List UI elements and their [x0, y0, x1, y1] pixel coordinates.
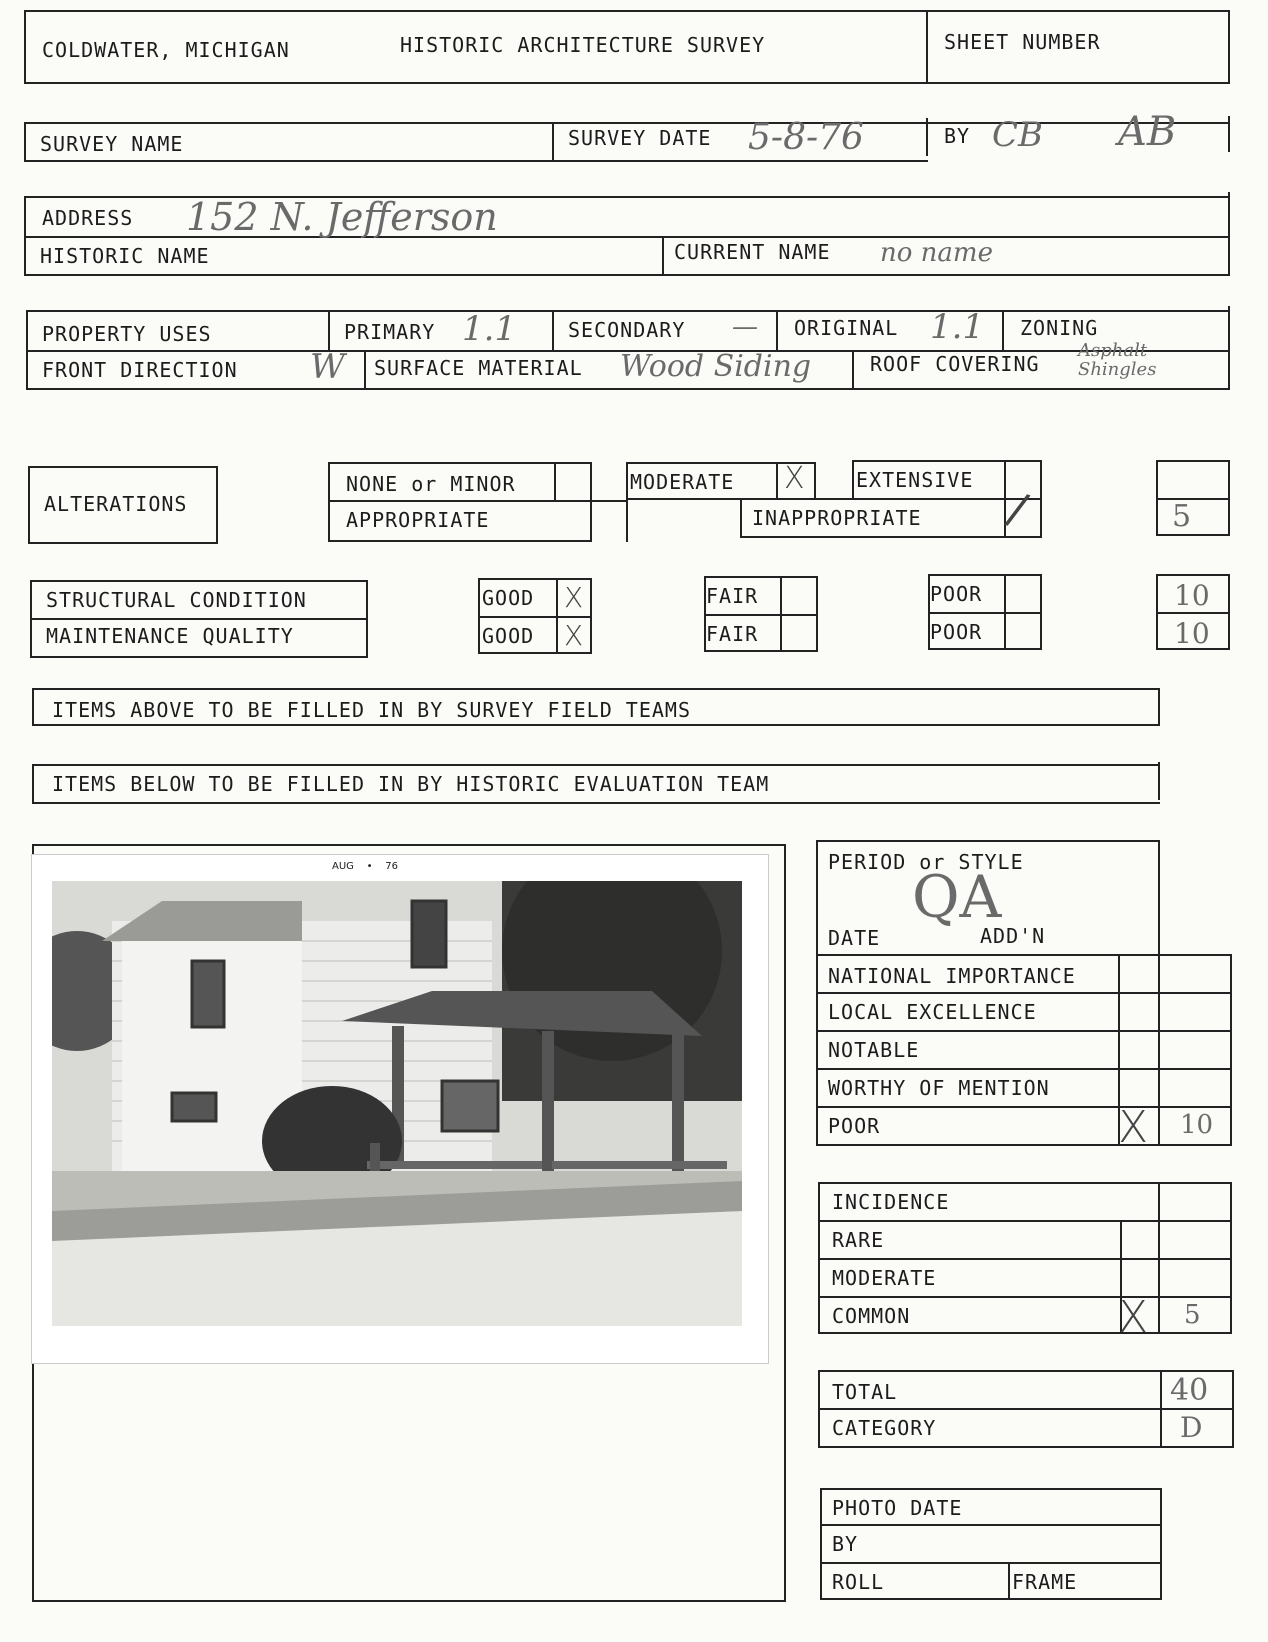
current-name-value[interactable]: no name: [880, 238, 993, 268]
banner-above-text: ITEMS ABOVE TO BE FILLED IN BY SURVEY FIELD TEAMS: [52, 698, 692, 722]
address-bottom: [24, 274, 1230, 276]
condition-label-mid: [30, 618, 368, 620]
total-label: TOTAL: [832, 1380, 898, 1404]
importance-div2: [1158, 954, 1160, 1146]
frame-label: FRAME: [1012, 1570, 1078, 1594]
primary-label: PRIMARY: [344, 320, 436, 344]
property-uses-label: PROPERTY USES: [42, 322, 212, 346]
category-label: CATEGORY: [832, 1416, 937, 1440]
banner-below-bottom: [32, 802, 1160, 804]
total-value[interactable]: 40: [1170, 1373, 1209, 1408]
good-label-maintenance: GOOD: [482, 624, 535, 648]
alterations-score[interactable]: 5: [1172, 499, 1192, 534]
house-image: [52, 881, 742, 1326]
house-photo: [32, 855, 768, 1363]
local-excellence-label: LOCAL EXCELLENCE: [828, 1000, 1037, 1024]
survey-title: HISTORIC ARCHITECTURE SURVEY: [400, 33, 766, 57]
survey-row-div2: [926, 118, 928, 156]
property-div1: [328, 310, 330, 350]
photo-caption: AUG • 76: [332, 861, 398, 872]
incidence-label: INCIDENCE: [832, 1190, 950, 1214]
secondary-value[interactable]: —: [732, 312, 758, 342]
none-minor-mid: [328, 500, 628, 502]
property-div5: [364, 350, 366, 390]
poor-div: [1004, 574, 1006, 650]
period-value[interactable]: QA: [912, 863, 1002, 931]
alterations-score-mid: [1156, 498, 1230, 500]
property-div6: [852, 350, 854, 390]
surface-material-value[interactable]: Wood Siding: [620, 349, 812, 384]
property-right: [1228, 306, 1230, 390]
banner-below-top: [32, 764, 1160, 766]
common-label: COMMON: [832, 1304, 911, 1328]
inappropriate-label: INAPPROPRIATE: [752, 506, 922, 530]
photo-date-label: PHOTO DATE: [832, 1496, 963, 1520]
poor-label-maintenance: POOR: [930, 620, 983, 644]
common-mark[interactable]: X: [1118, 1292, 1149, 1343]
period-label: PERIOD or STYLE: [828, 850, 1024, 874]
survey-name-label: SURVEY NAME: [40, 132, 184, 156]
original-value[interactable]: 1.1: [930, 307, 985, 347]
date-value: ADD'N: [980, 924, 1046, 948]
moderate-check-mark[interactable]: X: [784, 461, 805, 496]
incidence-div2: [1158, 1182, 1160, 1334]
appropriate-check-right: [626, 500, 628, 542]
totals-mid: [818, 1408, 1234, 1410]
incidence-row1: [818, 1220, 1232, 1222]
structural-score[interactable]: 10: [1174, 579, 1210, 612]
fair-mid: [704, 614, 818, 616]
category-value[interactable]: D: [1180, 1411, 1203, 1444]
city-label: COLDWATER, MICHIGAN: [42, 38, 290, 62]
banner-below-text: ITEMS BELOW TO BE FILLED IN BY HISTORIC EVALUATION TEAM: [52, 772, 770, 796]
maintenance-quality-label: MAINTENANCE QUALITY: [46, 624, 294, 648]
historic-name-label: HISTORIC NAME: [40, 244, 210, 268]
importance-row1: [816, 992, 1232, 994]
structural-good-mark[interactable]: X: [564, 581, 584, 614]
national-importance-label: NATIONAL IMPORTANCE: [828, 964, 1076, 988]
survey-row-div1: [552, 122, 554, 162]
roof-covering-value[interactable]: Asphalt Shingles: [1078, 340, 1157, 380]
by-value[interactable]: CB: [992, 115, 1043, 155]
banner-below-left: [32, 764, 34, 804]
moderate-label: MODERATE: [630, 470, 735, 494]
property-div4: [1002, 310, 1004, 350]
by-label: BY: [944, 124, 971, 148]
maintenance-score[interactable]: 10: [1174, 617, 1210, 650]
moderate-check-div: [776, 462, 778, 500]
property-div3: [776, 310, 778, 350]
address-right: [1228, 192, 1230, 276]
worthy-label: WORTHY OF MENTION: [828, 1076, 1050, 1100]
importance-row4: [816, 1106, 1232, 1108]
structural-condition-label: STRUCTURAL CONDITION: [46, 588, 307, 612]
survey-row-bottom: [24, 160, 928, 162]
address-div: [662, 236, 664, 276]
evaluation-poor-score[interactable]: 10: [1180, 1110, 1214, 1140]
photo-info-row2: [820, 1562, 1162, 1564]
incidence-row3: [818, 1296, 1232, 1298]
roll-label: ROLL: [832, 1570, 885, 1594]
property-left: [26, 310, 28, 390]
fair-label-maintenance: FAIR: [706, 622, 759, 646]
header-divider: [926, 10, 928, 84]
totals-div: [1160, 1370, 1162, 1448]
good-mid: [478, 616, 592, 618]
evaluation-poor-mark[interactable]: X: [1118, 1102, 1149, 1153]
date-label: DATE: [828, 926, 881, 950]
sheet-number-label: SHEET NUMBER: [944, 30, 1101, 54]
banner-below-right: [1158, 762, 1160, 800]
condition-score-mid: [1156, 612, 1230, 614]
none-minor-check-div: [554, 462, 556, 502]
photo-info-row1: [820, 1524, 1162, 1526]
initials-value[interactable]: AB: [1118, 109, 1177, 155]
property-div2: [552, 310, 554, 350]
alterations-label: ALTERATIONS: [44, 492, 188, 516]
fair-div: [780, 576, 782, 652]
surface-material-label: SURFACE MATERIAL: [374, 356, 583, 380]
original-label: ORIGINAL: [794, 316, 899, 340]
importance-row3: [816, 1068, 1232, 1070]
none-minor-label: NONE or MINOR: [346, 472, 516, 496]
fair-label-structural: FAIR: [706, 584, 759, 608]
poor-label-structural: POOR: [930, 582, 983, 606]
front-direction-label: FRONT DIRECTION: [42, 358, 238, 382]
evaluation-poor-label: POOR: [828, 1114, 881, 1138]
roof-covering-label: ROOF COVERING: [870, 352, 1040, 376]
common-score[interactable]: 5: [1184, 1300, 1201, 1330]
photo-caption-year: 76: [385, 861, 398, 872]
survey-row-right: [1228, 116, 1230, 152]
inappropriate-check-mark[interactable]: /: [1001, 483, 1034, 537]
address-value[interactable]: 152 N. Jefferson: [186, 195, 498, 239]
photo-caption-month: AUG: [332, 861, 354, 872]
secondary-label: SECONDARY: [568, 318, 686, 342]
incidence-moderate-label: MODERATE: [832, 1266, 937, 1290]
incidence-row2: [818, 1258, 1232, 1260]
importance-row2: [816, 1030, 1232, 1032]
property-top: [26, 310, 1230, 312]
good-label-structural: GOOD: [482, 586, 535, 610]
extensive-label: EXTENSIVE: [856, 468, 974, 492]
address-left: [24, 196, 26, 276]
photo-info-div: [1008, 1562, 1010, 1600]
good-div: [556, 578, 558, 654]
survey-row-top: [24, 122, 1230, 124]
property-bottom: [26, 388, 1230, 390]
zoning-label: ZONING: [1020, 316, 1099, 340]
survey-date-value[interactable]: 5-8-76: [748, 117, 864, 158]
maintenance-good-mark[interactable]: X: [564, 619, 584, 652]
survey-date-label: SURVEY DATE: [568, 126, 712, 150]
photo-by-label: BY: [832, 1532, 859, 1556]
rare-label: RARE: [832, 1228, 885, 1252]
survey-row-left: [24, 122, 26, 162]
notable-label: NOTABLE: [828, 1038, 920, 1062]
appropriate-label: APPROPRIATE: [346, 508, 490, 532]
current-name-label: CURRENT NAME: [674, 240, 831, 264]
primary-value[interactable]: 1.1: [462, 309, 517, 349]
address-label: ADDRESS: [42, 206, 134, 230]
front-direction-value[interactable]: W: [310, 347, 345, 387]
poor-mid: [928, 612, 1042, 614]
